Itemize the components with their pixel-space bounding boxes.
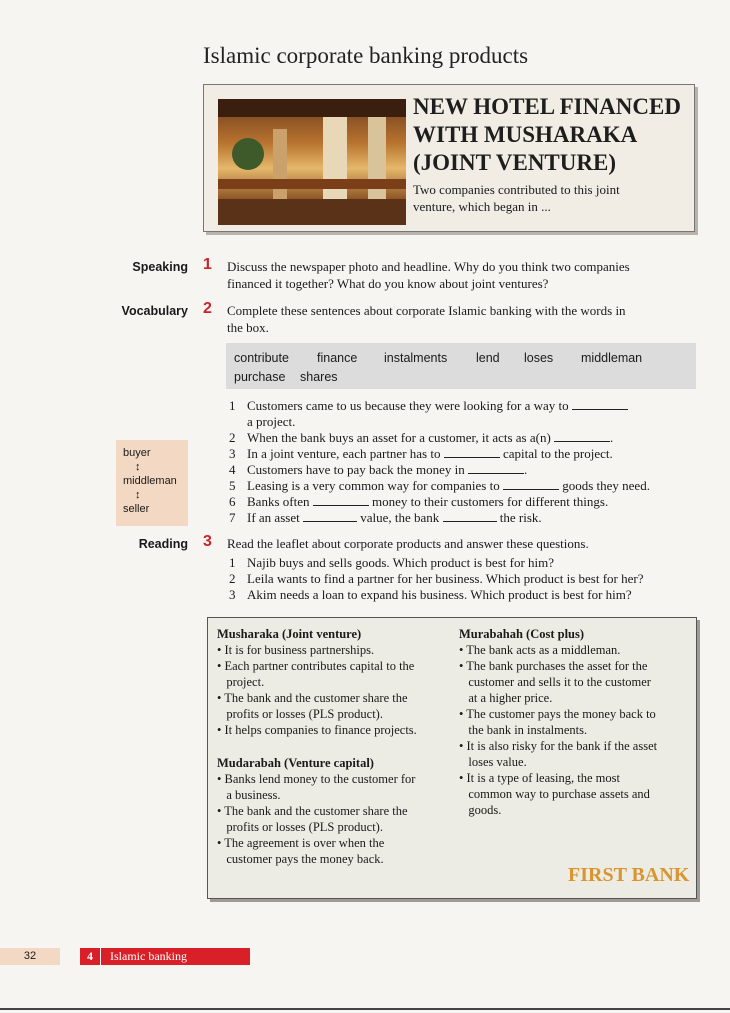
- hotel-lobby-photo: [218, 99, 406, 225]
- word-shares: shares: [300, 370, 338, 384]
- reading-question: 2 Leila wants to find a partner for her business. Which product is best for her?: [229, 571, 644, 586]
- section-number-3: 3: [203, 533, 212, 550]
- product-leaflet: [207, 617, 697, 899]
- up-down-arrow-icon: ↕: [135, 461, 141, 473]
- section-number-2: 2: [203, 300, 212, 317]
- vocab-item: 3 In a joint venture, each partner has to capital to the project.: [229, 446, 613, 461]
- answer-blank[interactable]: [503, 479, 559, 490]
- unit-footer-bar: [80, 948, 250, 965]
- vocab-item-continuation: a project.: [247, 414, 296, 429]
- word-middleman: middleman: [581, 351, 643, 365]
- reading-question: 1 Najib buys and sells goods. Which product is best for him?: [229, 555, 555, 570]
- reading-question: 3 Akim needs a loan to expand his business. Which product is best for him?: [229, 587, 632, 602]
- section-label-speaking: Speaking: [132, 260, 188, 274]
- word-loses: loses: [524, 351, 554, 365]
- vocab-item: 1 Customers came to us because they were looking for a way to: [229, 398, 628, 414]
- musharaka-section: Musharaka (Joint venture) • It is for business partnerships. • Each partner contributes capital to the project. • The bank and the customer share the profits or losses (PLS product). • It helps companies to finance projects.: [217, 627, 457, 738]
- musharaka-title: Musharaka (Joint venture): [217, 627, 362, 641]
- vocab-item: 7 If an asset value, the bank the risk.: [229, 510, 542, 525]
- unit-title: Islamic banking: [110, 949, 187, 963]
- word-finance: finance: [317, 351, 358, 365]
- answer-blank[interactable]: [303, 511, 357, 522]
- up-down-arrow-icon: ↕: [135, 489, 141, 501]
- word-box: [226, 343, 696, 389]
- answer-blank[interactable]: [444, 447, 500, 458]
- answer-blank[interactable]: [554, 431, 610, 442]
- word-contribute: contribute: [234, 351, 289, 365]
- section-label-reading: Reading: [138, 537, 188, 551]
- vocabulary-instructions: Complete these sentences about corporate Islamic banking with the words in the box.: [227, 303, 626, 335]
- clipping-subhead: Two companies contributed to this joint venture, which began in ...: [413, 182, 620, 214]
- answer-blank[interactable]: [468, 463, 524, 474]
- mudarabah-title: Mudarabah (Venture capital): [217, 756, 374, 770]
- murabahah-section: Murabahah (Cost plus) • The bank acts as a middleman. • The bank purchases the asset for the customer and sells it to the customer at a higher price. • The customer pays the money back to the bank in instalments. • It is also risky for the bank if the asset loses value. • It is a type of leasing, the most common way to purchase assets and goods.: [459, 627, 694, 818]
- answer-blank[interactable]: [572, 399, 628, 410]
- newspaper-clipping: [203, 84, 695, 232]
- clipping-headline: NEW HOTEL FINANCED WITH MUSHARAKA (JOINT VENTURE): [413, 94, 681, 175]
- vocab-item: 4 Customers have to pay back the money in .: [229, 462, 528, 477]
- vocab-item: 5 Leasing is a very common way for companies to goods they need.: [229, 478, 650, 493]
- page-bottom-rule: [0, 1008, 730, 1010]
- word-instalments: instalments: [384, 351, 448, 365]
- vocab-item: 6 Banks often money to their customers for different things.: [229, 494, 609, 509]
- mudarabah-section: Mudarabah (Venture capital) • Banks lend money to the customer for a business. • The bank and the customer share the profits or losses (PLS product). • The agreement is over when the customer pays the money back.: [217, 756, 457, 867]
- section-label-vocabulary: Vocabulary: [121, 304, 188, 318]
- section-number-1: 1: [203, 256, 212, 273]
- first-bank-logo: FIRST BANK: [568, 864, 690, 886]
- page-number: 32: [0, 948, 60, 965]
- vocab-item: 2 When the bank buys an asset for a customer, it acts as a(n) .: [229, 430, 614, 445]
- buyer-middleman-seller-box: buyer ↕ middleman ↕ seller: [116, 440, 188, 526]
- word-purchase: purchase: [234, 370, 286, 384]
- unit-number: 4: [80, 948, 101, 965]
- answer-blank[interactable]: [313, 495, 369, 506]
- answer-blank[interactable]: [443, 511, 497, 522]
- word-lend: lend: [476, 351, 500, 365]
- speaking-instructions: Discuss the newspaper photo and headline. Why do you think two companies financed it together? What do you know about joint ventures?: [227, 259, 630, 291]
- murabahah-title: Murabahah (Cost plus): [459, 627, 585, 641]
- reading-instructions: Read the leaflet about corporate products and answer these questions.: [227, 536, 589, 551]
- page-title: Islamic corporate banking products: [203, 43, 529, 68]
